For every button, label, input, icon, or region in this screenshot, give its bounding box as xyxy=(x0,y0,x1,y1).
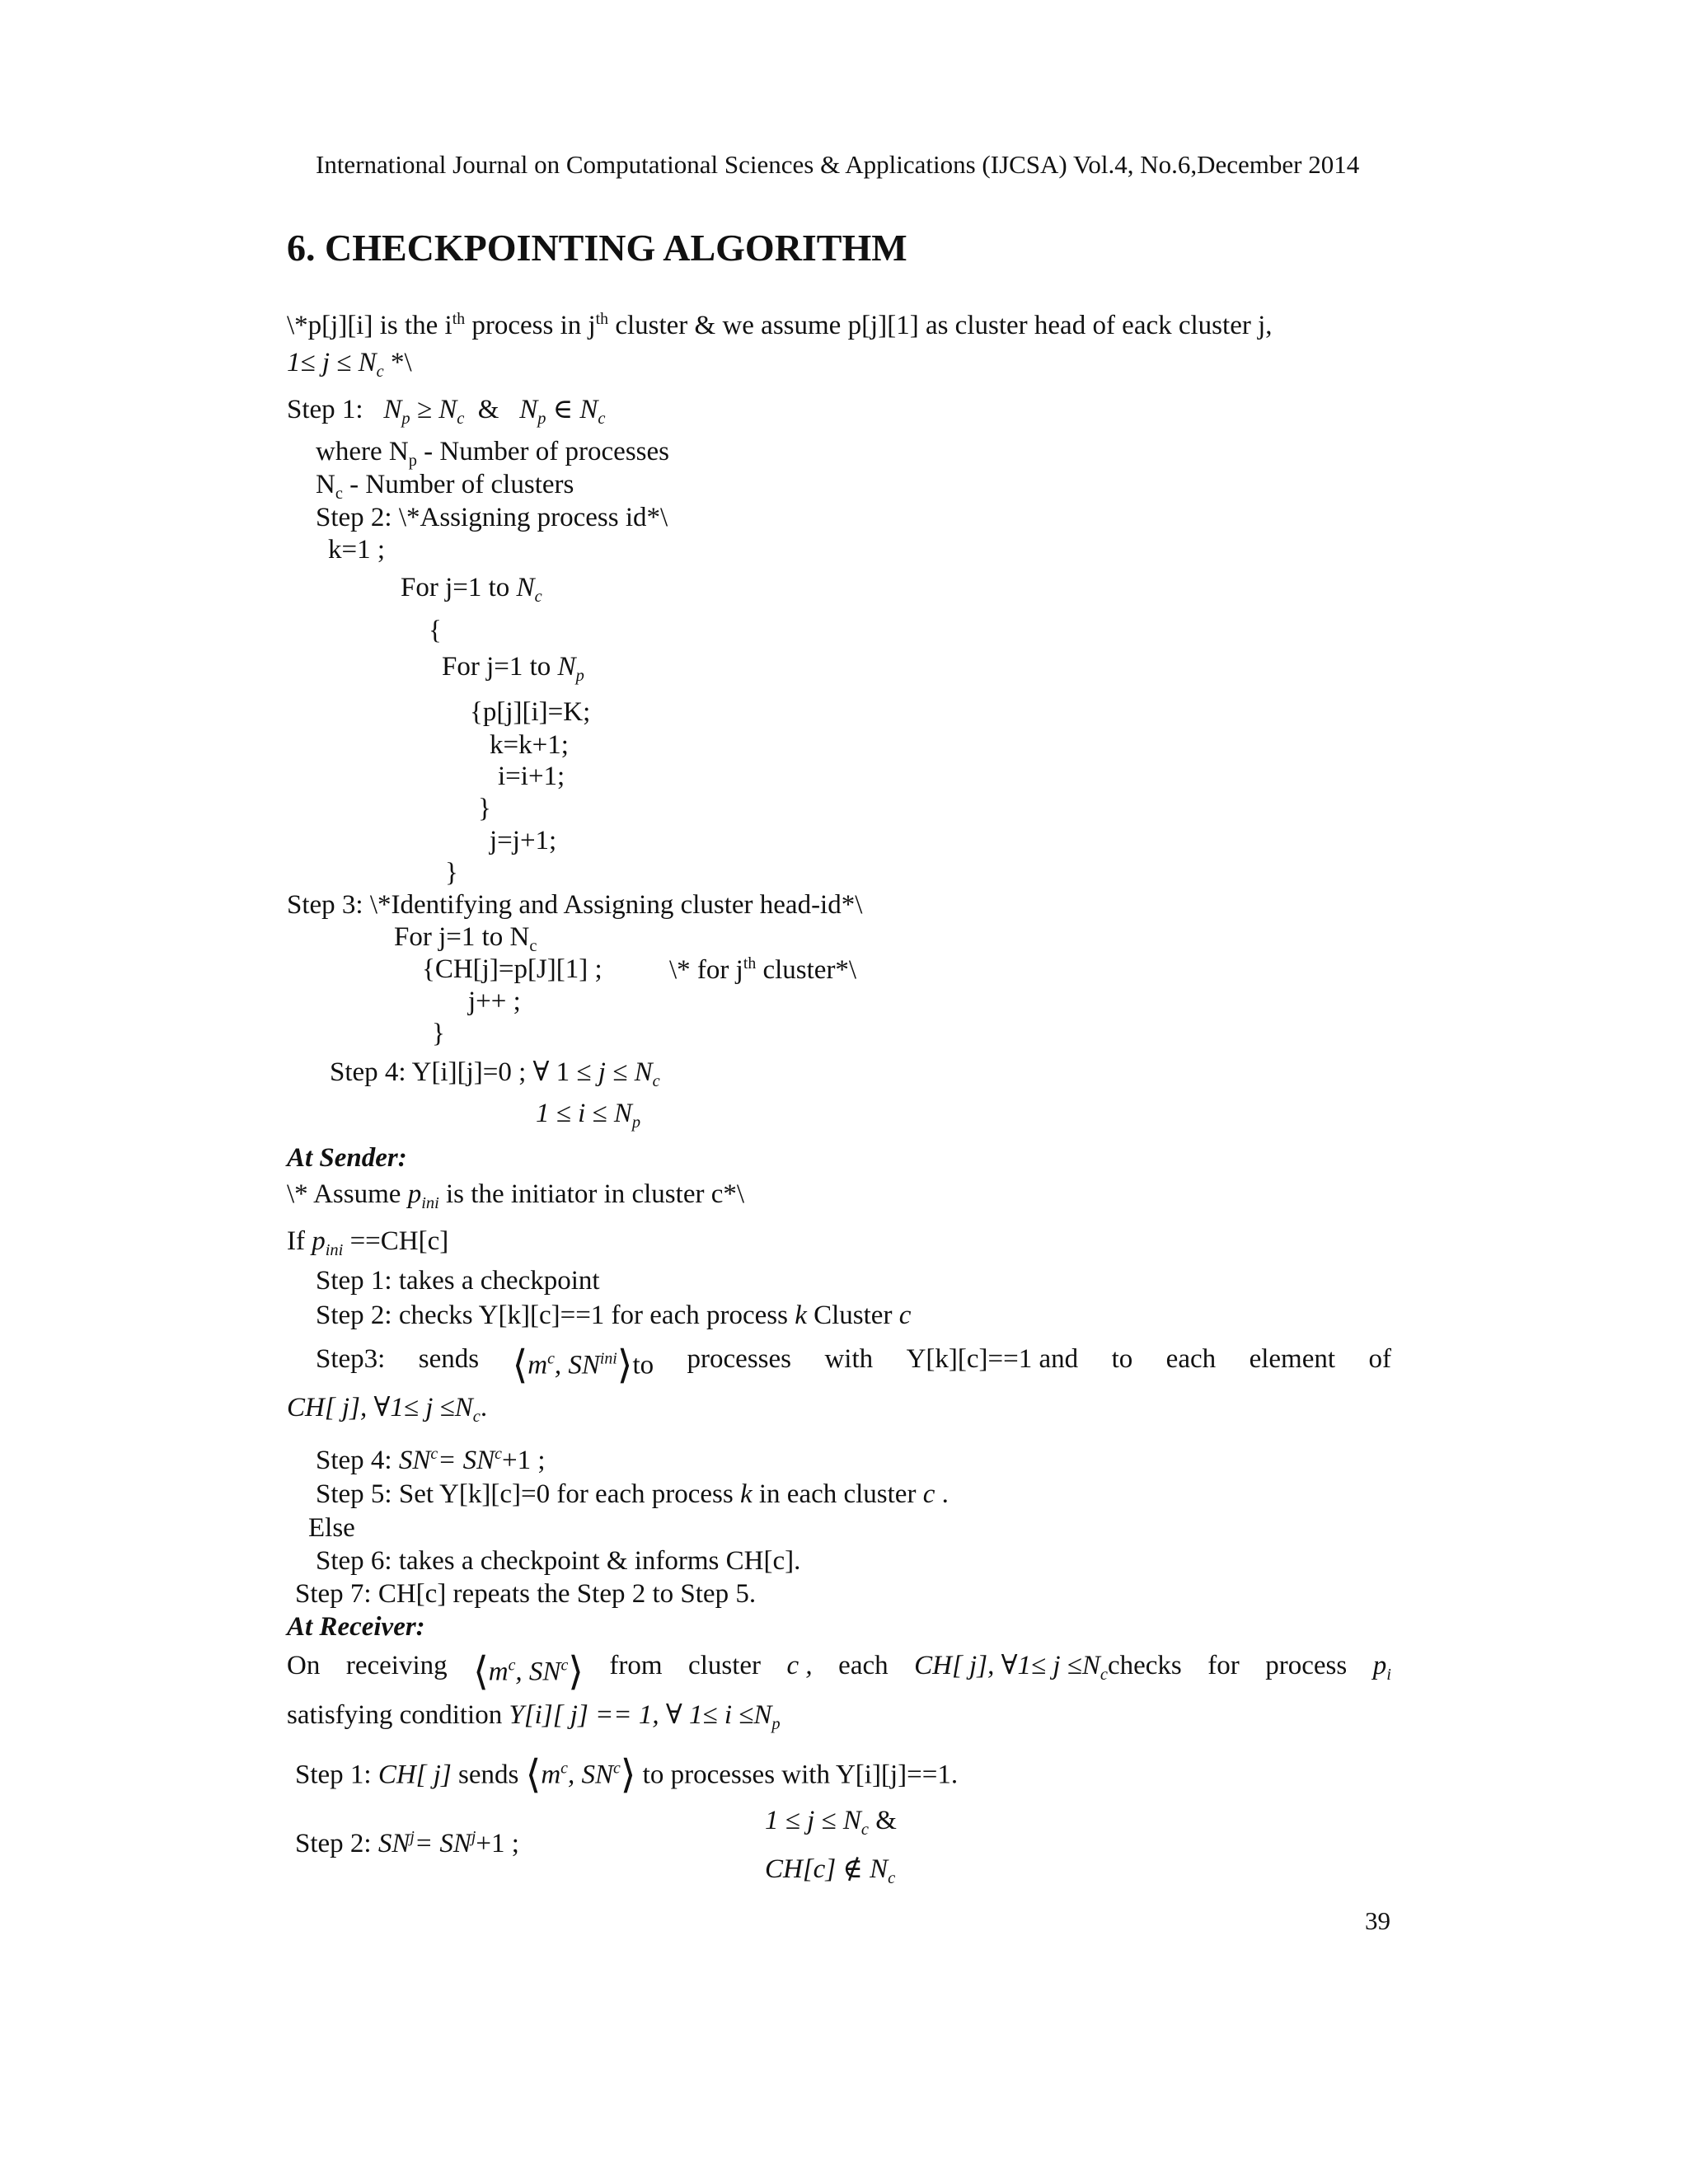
section-title: 6. CHECKPOINTING ALGORITHM xyxy=(287,227,907,269)
sender-step3: Step3: sends $⟨m^c$, $SN^{ini}⟩to$ processes with Y[k][c]==1 and to each element of xyxy=(316,1343,1391,1387)
receiver-step2-cond2: CH[c] ∉ $N_c$ xyxy=(765,1854,896,1888)
sender-step1: Step 1: takes a checkpoint xyxy=(316,1266,600,1296)
receiver-step2: Step 2: $SN^j= SN^j+1$ ; xyxy=(295,1828,519,1858)
sender-step7: Step 7: CH[c] repeats the Step 2 to Step 5. xyxy=(295,1579,757,1609)
sender-step4: Step 4: $SN^c= SN^c+1$ ; xyxy=(316,1445,546,1475)
sender-step3-cont: CH[ j], ∀1≤ $j \le N_c$. xyxy=(287,1393,488,1427)
init-step3: Step 3: \*Identifying and Assigning cluster head-id*\ xyxy=(287,890,863,920)
receiver-intro: On receiving $⟨m^c$, $SN^c⟩$ from cluster c , each CH[ j], ∀1≤ $j \le N_cchecks$ for process $p_i$ xyxy=(287,1650,1391,1694)
sender-step6: Step 6: takes a checkpoint & informs CH[c]. xyxy=(316,1546,801,1576)
for-loop-outer: For j=1 to $N_c$ xyxy=(401,573,542,607)
receiver-heading: At Receiver: xyxy=(287,1612,425,1642)
receiver-step1: Step 1: CH[ j] sends $⟨m^c$, $SN^c⟩$ to processes with Y[i][j]==1. xyxy=(295,1753,959,1797)
sender-if: If $p_{ini} ==CH[c]$ xyxy=(287,1226,449,1260)
nc-def: $N_c$ - Number of clusters xyxy=(316,470,574,504)
sender-step5: Step 5: Set Y[k][c]=0 for each process k in each cluster c . xyxy=(316,1479,949,1509)
brace-close-outer: } xyxy=(445,858,458,888)
receiver-step2-cond1: $1 \le j \le N_c$ & xyxy=(765,1806,897,1840)
k-init: k=1 ; xyxy=(328,535,386,565)
running-head: International Journal on Computational Sciences & Applications (IJCSA) Vol.4, No.6,December 2014 xyxy=(316,150,1360,179)
sender-assume: \* Assume $p_{ini}$ is the initiator in cluster c*\ xyxy=(287,1179,745,1213)
for-loop-inner: For j=1 to $N_p$ xyxy=(442,652,584,686)
init-step4: Step 4: Y[i][j]=0 ; ∀ $1 \le j \le N_c$ xyxy=(330,1057,660,1091)
sender-step2: Step 2: checks Y[k][c]==1 for each process k Cluster c xyxy=(316,1301,912,1330)
intro-comment-line1: \*p[j][i] is the $i^{th}$ process in $j^{th}$ cluster & we assume p[j][1] as cluster head of eack cluster j, xyxy=(287,310,1273,340)
page-number: 39 xyxy=(1365,1906,1390,1935)
inner-assign: {p[j][i]=K; xyxy=(470,697,591,727)
for-loop-ch: For j=1 to $N_c$ xyxy=(394,922,537,956)
brace-close-inner: } xyxy=(478,794,491,823)
inner-k-inc: k=k+1; xyxy=(490,730,569,760)
brace-open: { xyxy=(429,616,442,645)
init-step4-range: $1 \le i \le N_p$ xyxy=(536,1099,641,1132)
ch-assign: {CH[j]=p[J][1] ; xyxy=(422,954,603,984)
brace-close-ch: } xyxy=(432,1019,445,1048)
init-step1: Step 1: $N_p \ge N_c$ & $N_p$ ∈ $N_c$ xyxy=(287,395,606,429)
where-np: where $N_p$ - Number of processes xyxy=(316,437,669,471)
j-plusplus: j++ ; xyxy=(468,987,521,1016)
ch-comment: \* for $j^{th}$ cluster*\ xyxy=(669,954,857,985)
j-inc: j=j+1; xyxy=(490,826,557,855)
receiver-condition: satisfying condition Y[i][ j] == 1, ∀ $1\le i \le N_p$ xyxy=(287,1700,781,1734)
sender-else: Else xyxy=(308,1513,355,1543)
inner-i-inc: i=i+1; xyxy=(498,762,565,791)
intro-comment-line2: $1\le j \le N_c$ *\ xyxy=(287,348,412,382)
init-step2: Step 2: \*Assigning process id*\ xyxy=(316,503,668,532)
sender-heading: At Sender: xyxy=(287,1143,407,1173)
